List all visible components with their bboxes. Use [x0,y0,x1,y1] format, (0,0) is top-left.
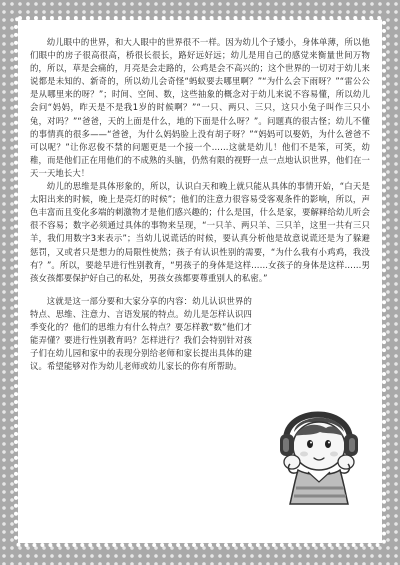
paragraph-2: 幼儿的思维是具体形象的，所以，认识白天和晚上就只能从具体的事情开始，“白天是太阳出来的时候，晚上是亮灯的时候”；他们的注意力很容易受客观条件的影响，所以，声色丰富而且变化多端的刺激物才是他们感兴趣的；什么是国，什么是家，要解释给幼儿听会很不容易；数字必须通过具体的事物来呈现，“一只羊、两只羊、三只羊，这里一共有三只羊，我们用数字3来表示”；当幼儿说谎话的时候，要认真分析他是故意说谎还是为了躲避惩罚，又或者只是想力的局限性使然；孩子有认识性别的需要，“为什么我有小鸡鸡，我没有？”。所以，要趁早进行性别教育，“男孩子的身体是这样……女孩子的身体是这样……男孩女孩都要保护好自己的私处，男孩女孩都要尊重别人的私密。” [30,181,370,283]
paragraph-1: 幼儿眼中的世界，和大人眼中的世界很不一样。因为幼儿个子矮小，身体单薄，所以他们眼中的房子很高很高，桥很长很长，路好远好远；幼儿是用自己的感觉来衡量世间万物的，所以，草是会痛的，月亮是会走路的，公鸡是会不高兴的；这个世界的一切对于幼儿来说都是未知的、新奇的，所以幼儿会奇怪“蚂蚁要去哪里啊？”“为什么会下雨呀？”“雷公公是从哪里来的呀？”；时间、空间、数，这些抽象的概念对于幼儿来说不容易懂，所以幼儿会问“妈妈，昨天是不是我1岁的时候啊？”“一只、两只、三只，这只小兔子叫作三只小兔，对吗？”“爸爸，天的上面是什么，地的下面是什么呀？”。问题真的很古怪；幼儿不懂的事情真的很多——“爸爸，为什么妈妈脸上没有胡子呀？”“妈妈可以娶奶，为什么爸爸不可以呢？”让你忍俊不禁的问题更是一个接一个……这就是幼儿！他们不是笨，可笑，幼稚，而是他们正在用他们的不成熟的头脑，仍然有限的视野一点一点地认识世界，他们在一天一天地长大！ [30,37,370,178]
paragraph-3: 这就是这一部分要和大家分享的内容：幼儿认识世界的特点、思维、注意力、言语发展的特点。幼儿是怎样认识四季变化的？他们的思维力有什么特点？要怎样教“数”他们才能弄懂？要进行性别教育吗？怎样进行？我们会特别针对孩子们在幼儿园和家中的表现分别给老师和家长提出具体的建议。希望能够对作为幼儿老师或幼儿家长的你有所帮助。 [30,295,252,372]
article-body [30,36,370,373]
child-with-headphones-illustration [268,388,368,506]
